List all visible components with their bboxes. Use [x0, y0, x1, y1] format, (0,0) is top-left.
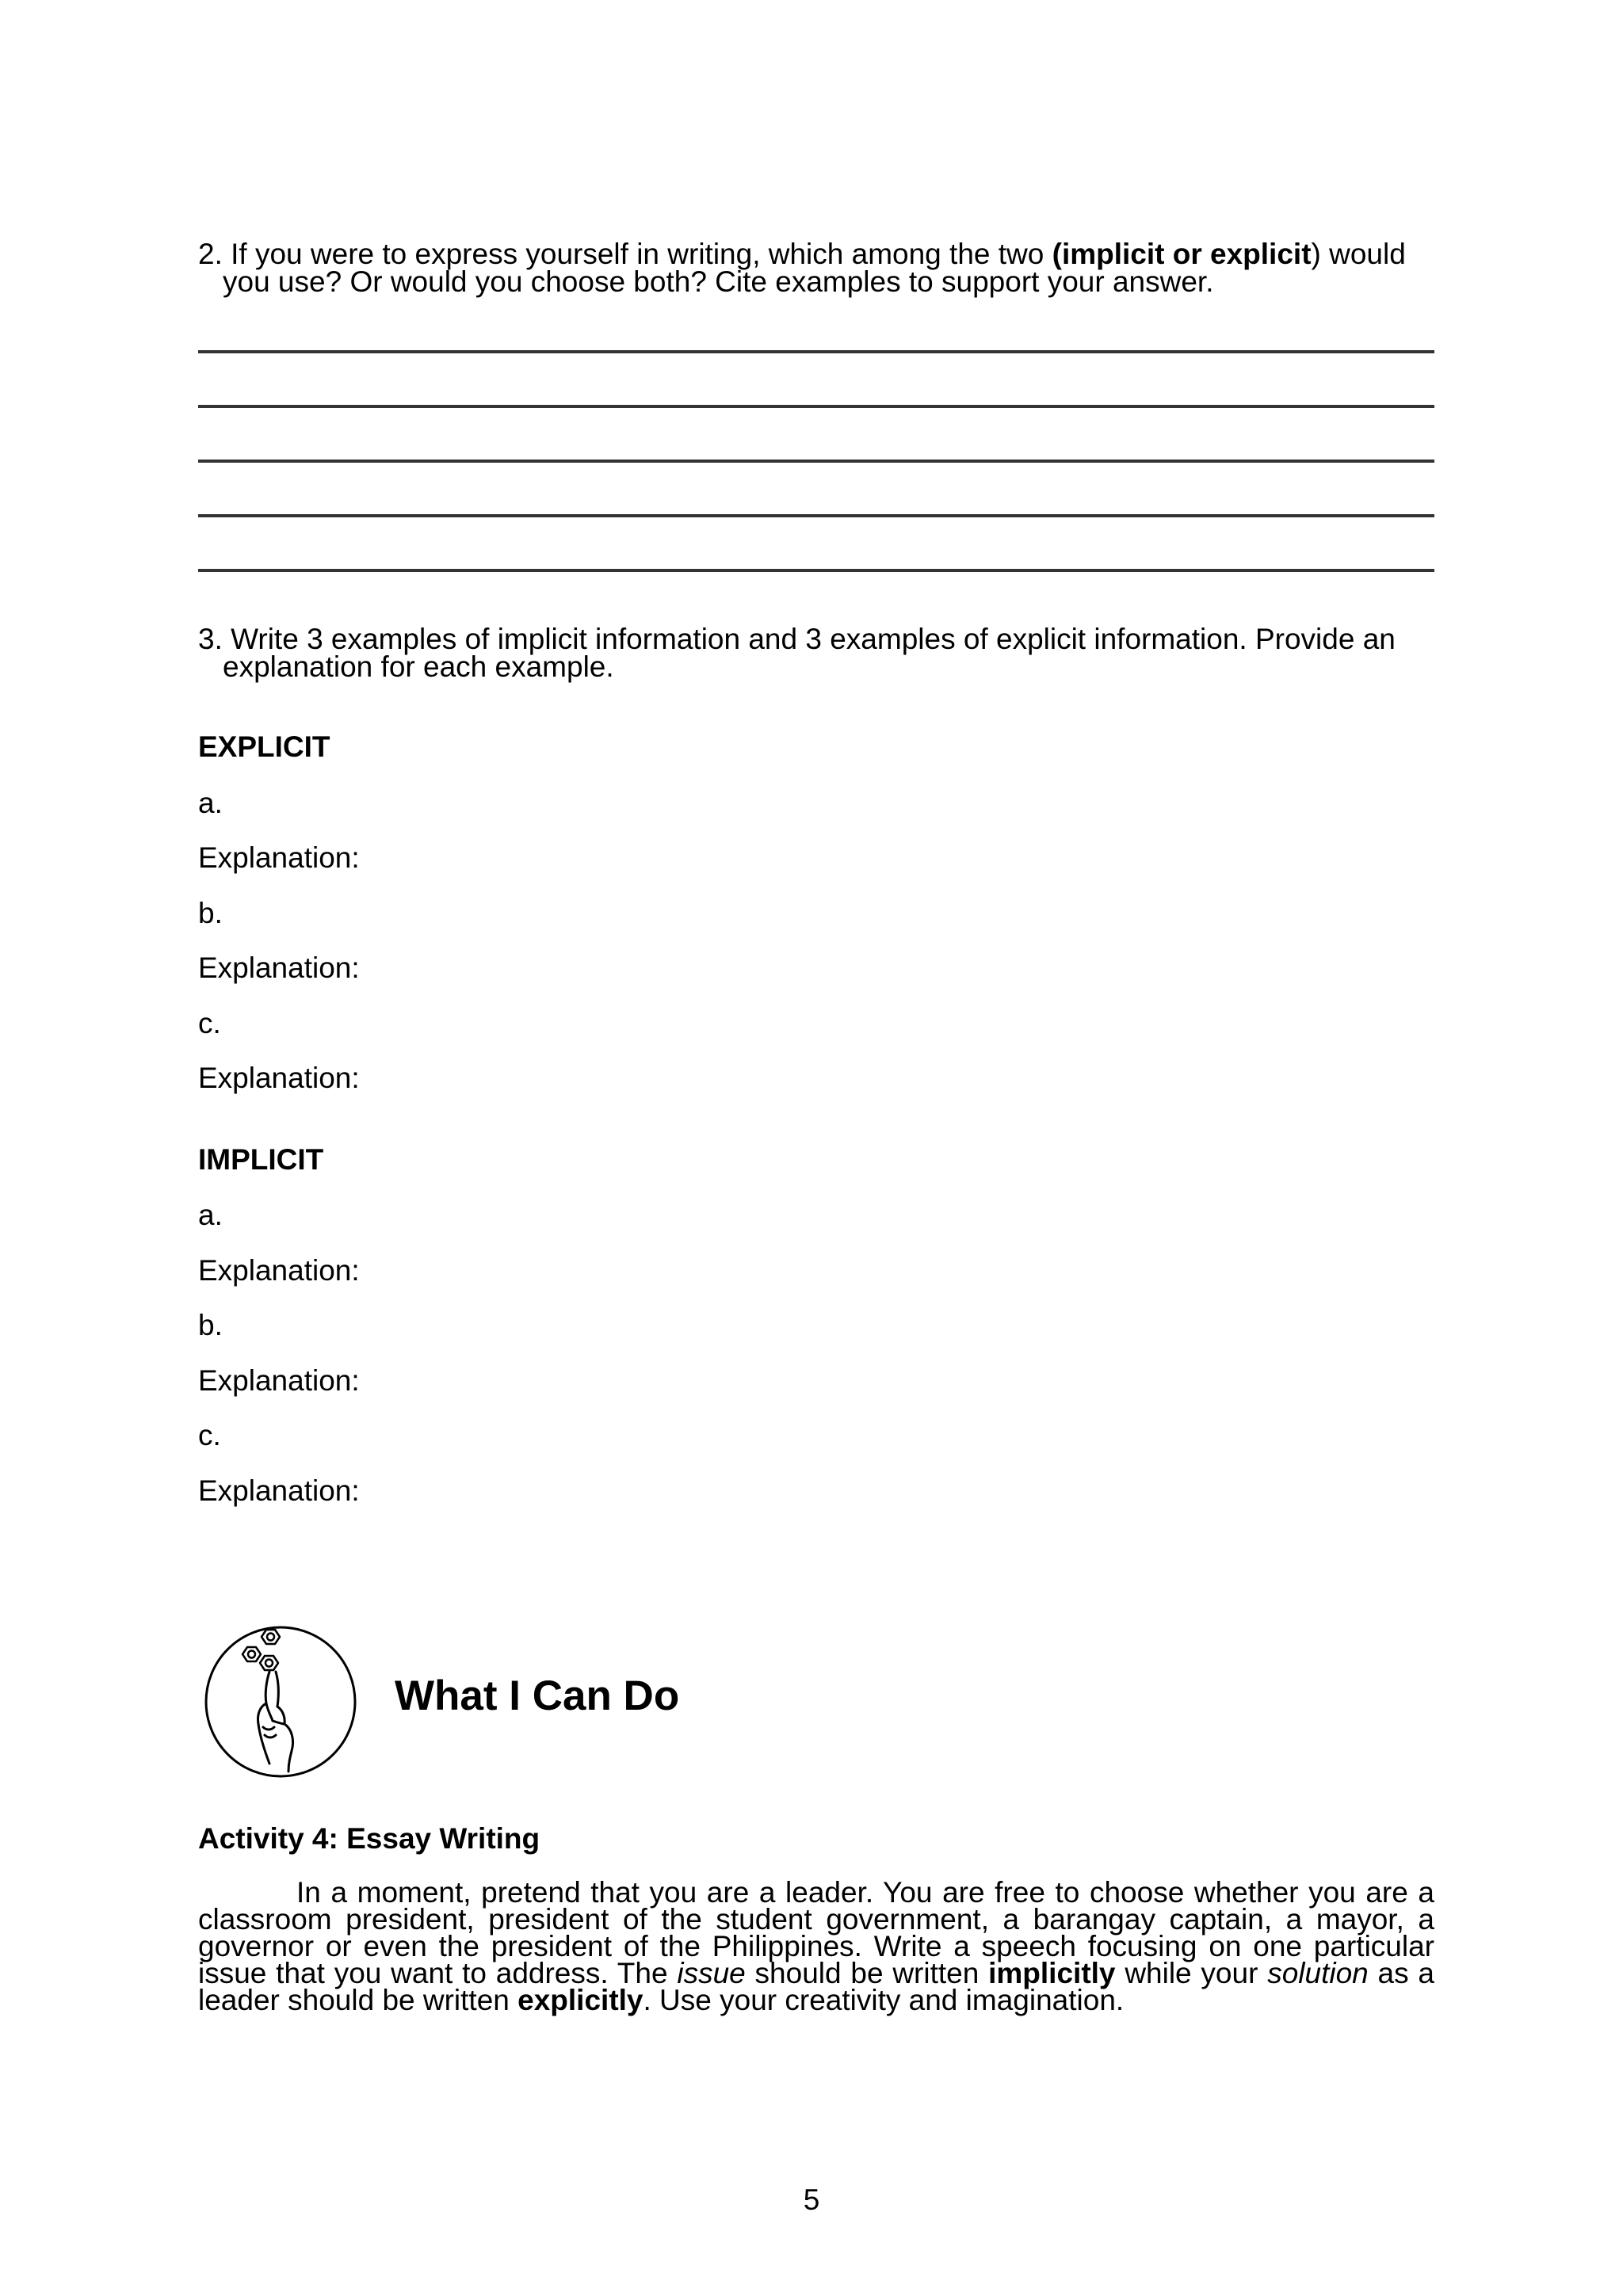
question-3-line-1: Write 3 examples of implicit information and 3 examples of explicit information. Provide an [231, 623, 1396, 655]
activity-instructions [198, 1876, 1435, 2016]
question-2 [198, 240, 1434, 296]
activity-text-2: should be written [745, 1957, 989, 1989]
activity-text-4: as a leader should be written [198, 1957, 1435, 2016]
explicit-item-b-letter: b. [198, 897, 223, 929]
hand-with-gears-icon [203, 1624, 358, 1779]
question-2-line-2: you use? Or would you choose both? Cite examples to support your answer. [223, 265, 1214, 298]
question-2-text-after: ) would [1311, 238, 1406, 270]
implicit-item-a-explanation: Explanation: [198, 1254, 360, 1287]
implicit-item-a-letter: a. [198, 1199, 223, 1231]
explicit-item-c-letter: c. [198, 1007, 221, 1039]
explicit-item-a-explanation: Explanation: [198, 841, 360, 874]
activity-explicitly: explicitly [517, 1984, 643, 2016]
implicit-item-c-letter: c. [198, 1419, 221, 1451]
implicit-item-b-letter: b. [198, 1309, 223, 1341]
what-i-can-do-title: What I Can Do [395, 1672, 680, 1719]
answer-line[interactable] [198, 514, 1434, 517]
page-number: 5 [803, 2183, 820, 2216]
question-3 [198, 625, 1434, 681]
explicit-heading: EXPLICIT [198, 730, 330, 763]
implicit-item-b-explanation: Explanation: [198, 1364, 360, 1397]
question-3-number: 3. [198, 623, 223, 655]
answer-line[interactable] [198, 460, 1434, 463]
answer-line[interactable] [198, 405, 1434, 408]
question-2-bold: (implicit or explicit [1052, 238, 1312, 270]
implicit-heading: IMPLICIT [198, 1143, 324, 1176]
activity-title: Activity 4: Essay Writing [198, 1822, 540, 1855]
activity-solution: solution [1267, 1957, 1369, 1989]
answer-line[interactable] [198, 350, 1434, 353]
activity-issue: issue [677, 1957, 746, 1989]
question-2-text: If you were to express yourself in writing, which among the two [231, 238, 1044, 270]
explicit-item-a-letter: a. [198, 787, 223, 819]
question-3-line-2: explanation for each example. [223, 650, 614, 683]
activity-implicitly: implicitly [988, 1957, 1116, 1989]
explicit-item-c-explanation: Explanation: [198, 1062, 360, 1094]
answer-line[interactable] [198, 569, 1434, 572]
activity-text-5: . Use your creativity and imagination. [643, 1984, 1125, 2016]
question-2-number: 2. [198, 238, 223, 270]
implicit-item-c-explanation: Explanation: [198, 1474, 360, 1507]
explicit-item-b-explanation: Explanation: [198, 952, 360, 984]
activity-text-3: while your [1115, 1957, 1268, 1989]
activity-text-1: In a moment, pretend that you are a leader. You are free to choose whether you are a classroom president, president of the student government, a barangay captain, a mayor, a governor or even the president of the Philippines. Write a speech focusing on one particular issue that you want to address. The [198, 1876, 1434, 1989]
